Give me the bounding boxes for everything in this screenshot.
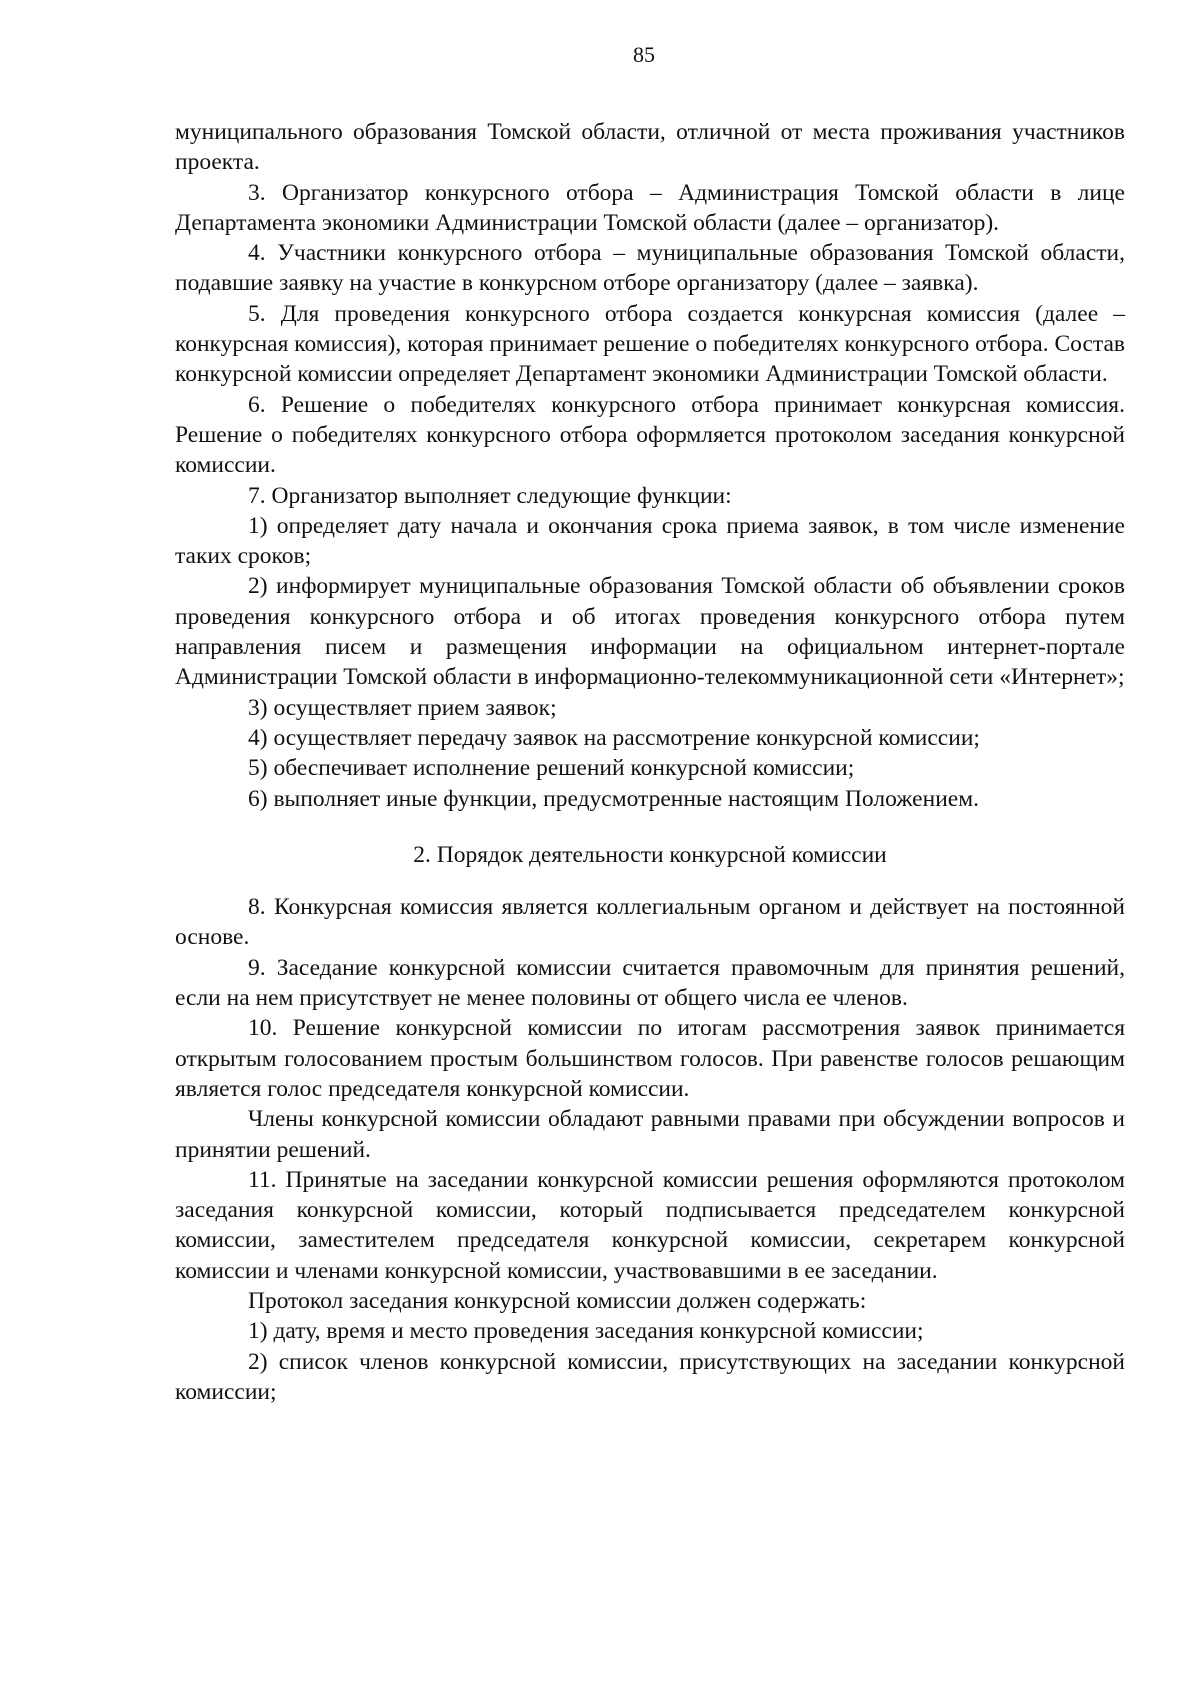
paragraph: муниципального образования Томской области, отличной от места проживания участников проекта. <box>175 119 1125 176</box>
list-item: 2) список членов конкурсной комиссии, присутствующих на заседании конкурсной комиссии; <box>175 1348 1125 1405</box>
page-number: 85 <box>633 42 655 67</box>
list-item: 1) определяет дату начала и окончания срока приема заявок, в том числе изменение таких сроков; <box>175 512 1125 570</box>
paragraph: 7. Организатор выполняет следующие функции: <box>248 482 732 509</box>
list-item: 6) выполняет иные функции, предусмотренные настоящим Положением. <box>248 785 979 812</box>
paragraph: 10. Решение конкурсной комиссии по итогам рассмотрения заявок принимается открытым голосованием простым большинством голосов. При равенстве голосов решающим является голос председателя конкурсной комиссии. <box>175 1015 1125 1102</box>
paragraph: 6. Решение о победителях конкурсного отбора принимает конкурсная комиссия. Решение о победителях конкурсного отбора оформляется протоколом заседания конкурсной комиссии. <box>175 391 1125 479</box>
paragraph: 3. Организатор конкурсного отбора – Администрация Томской области в лице Департамента экономики Администрации Томской области (далее – организатор). <box>175 179 1125 236</box>
list-item: 5) обеспечивает исполнение решений конкурсной комиссии; <box>248 755 855 782</box>
section-heading: 2. Порядок деятельности конкурсной комиссии <box>413 841 887 868</box>
section-1-continuation <box>175 117 1125 814</box>
paragraph: Члены конкурсной комиссии обладают равными правами при обсуждении вопросов и принятии решений. <box>175 1106 1125 1163</box>
list-item: 4) осуществляет передачу заявок на рассмотрение конкурсной комиссии; <box>248 724 980 751</box>
paragraph: 5. Для проведения конкурсного отбора создается конкурсная комиссия (далее – конкурсная комиссия), которая принимает решение о победителях конкурсного отбора. Состав конкурсной комиссии определяет Департамент экономики Администрации Томской области. <box>175 300 1125 388</box>
paragraph: 11. Принятые на заседании конкурсной комиссии решения оформляются протоколом заседания конкурсной комиссии, который подписывается председателем конкурсной комиссии, заместителем председателя конкурсной комиссии, секретарем конкурсной комиссии и членами конкурсной комиссии, участвовавшими в ее заседании. <box>175 1166 1125 1284</box>
paragraph: 9. Заседание конкурсной комиссии считается правомочным для принятия решений, если на нем присутствует не менее половины от общего числа ее членов. <box>175 954 1125 1012</box>
paragraph: Протокол заседания конкурсной комиссии должен содержать: <box>248 1287 867 1314</box>
list-item: 2) информирует муниципальные образования Томской области об объявлении сроков проведения конкурсного отбора и об итогах проведения конкурсного отбора путем направления писем и размещения информации на официальном интернет-портале Администрации Томской области в информационно-телекоммуникационной сети «Интернет»; <box>175 573 1125 691</box>
section-2-body <box>175 892 1125 1407</box>
list-item: 3) осуществляет прием заявок; <box>248 694 557 721</box>
paragraph: 4. Участники конкурсного отбора – муниципальные образования Томской области, подавшие заявку на участие в конкурсном отборе организатору (далее – заявка). <box>175 240 1125 297</box>
paragraph: 8. Конкурсная комиссия является коллегиальным органом и действует на постоянной основе. <box>175 894 1125 951</box>
list-item: 1) дату, время и место проведения заседания конкурсной комиссии; <box>248 1318 924 1345</box>
document-body <box>175 117 1125 1407</box>
